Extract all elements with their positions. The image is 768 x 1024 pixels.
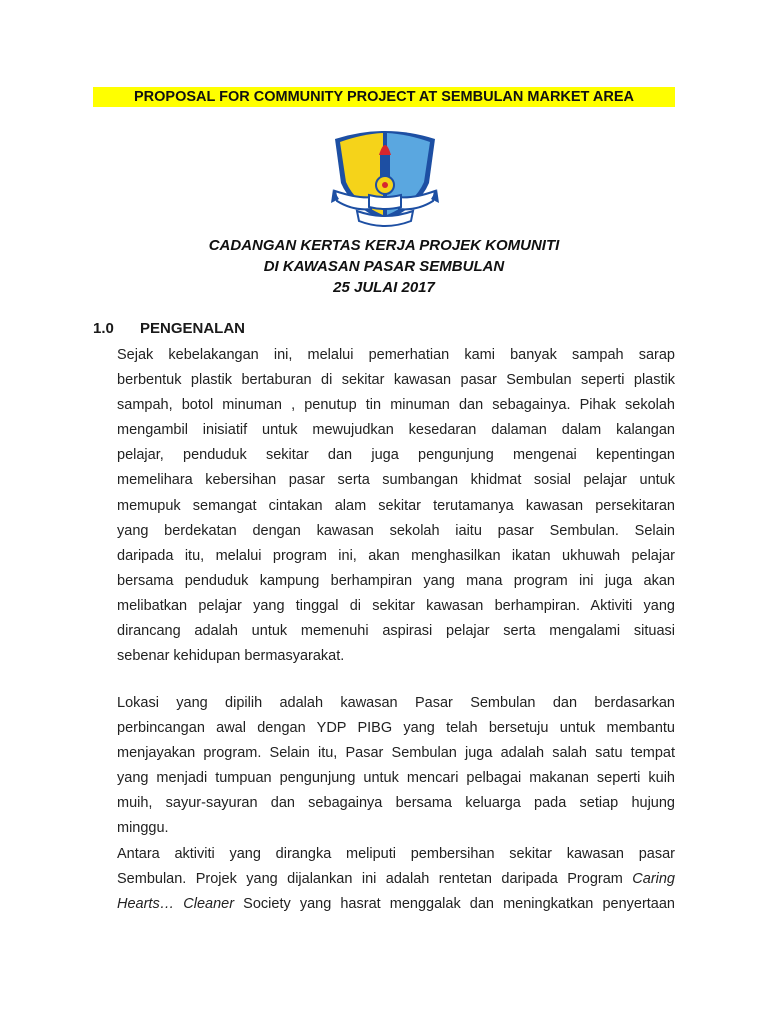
paragraph-italic-text: Caring: [632, 871, 675, 888]
heading-line-1: CADANGAN KERTAS KERJA PROJEK KOMUNITI: [208, 237, 560, 254]
paragraph-3: [117, 842, 675, 917]
section-number: 1.0: [93, 320, 114, 337]
paragraph-italic-text: Hearts… Cleaner: [117, 896, 235, 913]
paragraph-line: [117, 867, 675, 892]
paragraph-line: muih, sayur-sayuran dan sebagainya bersama keluarga pada setiap hujung: [117, 795, 675, 812]
paragraph-line: sebenar kehidupan bermasyarakat.: [117, 648, 345, 665]
paragraph-line: Lokasi yang dipilih adalah kawasan Pasar Sembulan dan berdasarkan: [117, 695, 675, 711]
paragraph-line: yang menjadi tumpuan pengunjung untuk mencari pelbagai makanan seperti kuih: [117, 770, 675, 787]
paragraph-line: Sejak kebelakangan ini, melalui pemerhatian kami banyak sampah sarap: [117, 347, 675, 363]
paragraph-line: dirancang adalah untuk memenuhi aspirasi pelajar serta mengalami situasi: [117, 623, 675, 640]
paragraph-line: pelajar, penduduk sekitar dan juga pengunjung mengenai kepentingan: [117, 447, 675, 464]
paragraph-line: menjayakan program. Selain itu, Pasar Sembulan juga adalah salah satu tempat: [117, 745, 675, 762]
paragraph-line: [117, 892, 675, 917]
banner-title: PROPOSAL FOR COMMUNITY PROJECT AT SEMBULAN MARKET AREA: [93, 87, 675, 107]
paragraph-text: Society yang hasrat menggalak dan meningkatkan penyertaan: [234, 896, 675, 913]
school-crest-logo: [329, 125, 441, 237]
heading-line-2: DI KAWASAN PASAR SEMBULAN: [263, 258, 505, 275]
paragraph-line: memelihara kebersihan pasar serta sumbangan khidmat sosial pelajar untuk: [117, 472, 675, 489]
heading-date: 25 JULAI 2017: [333, 279, 435, 296]
paragraph-text: Sembulan. Projek yang dijalankan ini adalah rentetan daripada Program: [117, 871, 633, 888]
section-title: PENGENALAN: [140, 320, 246, 337]
paragraph-line: minggu.: [117, 820, 169, 837]
paragraph-line: bersama penduduk kampung berhampiran yang mana program ini juga akan: [117, 572, 675, 589]
paragraph-line: memupuk semangat cintakan alam sekitar terutamanya kawasan persekitaran: [117, 497, 675, 514]
paragraph-line: perbincangan awal dengan YDP PIBG yang telah bersetuju untuk membantu: [117, 720, 675, 737]
paragraph-line: berbentuk plastik bertaburan di sekitar kawasan pasar Sembulan seperti plastik: [117, 372, 675, 389]
paragraph-2: [117, 691, 675, 842]
paragraph-1: [117, 343, 675, 669]
paragraph-line: melibatkan pelajar yang tinggal di sekitar kawasan berhampiran. Aktiviti yang: [117, 597, 675, 614]
paragraph-line: mengambil inisiatif untuk mewujudkan kesedaran dalaman dalam kalangan: [117, 422, 675, 439]
paragraph-line: daripada itu, melalui program ini, akan menghasilkan ikatan ukhuwah pelajar: [117, 547, 675, 564]
paragraph-line: Antara aktiviti yang dirangka meliputi pembersihan sekitar kawasan pasar: [117, 846, 675, 862]
paragraph-line: sampah, botol minuman , penutup tin minuman dan sebagainya. Pihak sekolah: [117, 397, 675, 414]
paragraph-line: yang berdekatan dengan kawasan sekolah iaitu pasar Sembulan. Selain: [117, 522, 675, 539]
